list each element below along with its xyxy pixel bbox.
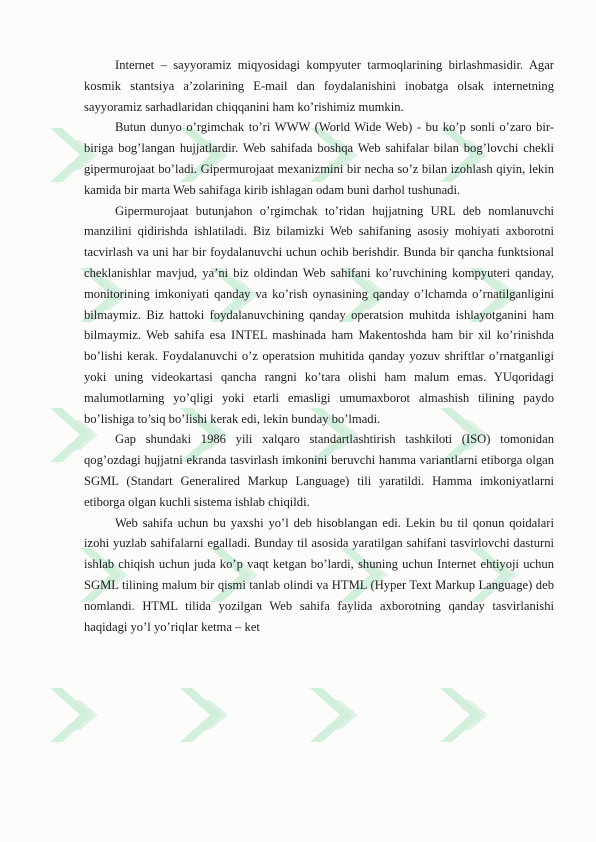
paragraph-internet: Internet – sayyoramiz miqyosidagi kompyuter tarmoqlarining birlashmasidir. Agar kosmik stantsiya a’zolarining E-mail dan foydalanishini inobatga olsak internetning sayyoramiz sarhadlaridan chiqqanini ham ko’rishimiz mumkin.	[84, 58, 554, 114]
watermark-chevron-icon	[172, 680, 242, 750]
watermark-chevron-icon	[302, 680, 372, 750]
paragraph-html: Web sahifa uchun bu yaxshi yo’l deb hisoblangan edi. Lekin bu til qonun qoidalari izohi yuzlab sahifalarni egalladi. Bunday til asosida yaratilgan sahifani tasvirlovchi dasturni ishlab chiqish uchun juda ko’p vaqt ketgan bo’lardi, shuning uchun Internet ehtiyoji uchun SGML tilining malum bir qismi tanlab olindi va HTML (Hyper Text Markup Language) deb nomlandi. HTML tilida yozilgan Web sahifa faylida axborotning qanday tasvirlanishi haqidagi yo’l yo’riqlar ketma – ket	[84, 515, 554, 634]
paragraph-www: Butun dunyo o’rgimchak to’ri WWW (World Wide Web) - bu ko’p sonli o’zaro bir-biriga bog’langan hujjatlardir. Web sahifada boshqa Web sahifalar bilan bog’lovchi chekli gipermurojaat bo’ladi. Gipermurojaat mexanizmini bir necha so’z bilan izohlash qiyin, lekin kamida bir marta Web sahifaga kirib ishlagan odam buni darhol tushunadi.	[84, 120, 554, 197]
watermark-chevron-icon	[42, 680, 112, 750]
paragraph-sgml: Gap shundaki 1986 yili xalqaro standartlashtirish tashkiloti (ISO) tomonidan qog’ozdagi hujjatni ekranda tasvirlash imkonini beruvchi hamma variantlarni etiborga olgan SGML (Standart Generalired Markup Language) tili yaratildi. Hamma imkoniyatlarni etiborga olgan kuchli sistema ishlab chiqildi.	[84, 432, 554, 509]
document-body	[84, 55, 554, 637]
paragraph-hyperlink: Gipermurojaat butunjahon o’rgimchak to’ridan hujjatning URL deb nomlanuvchi manzilini qidirishda ishlatiladi. Biz bilamizki Web sahifaning asosiy mohiyati axborotni tacvirlash va uni har bir foydalanuvchi uchun ochib berishdir. Bunda bir qancha funktsional cheklanishlar mavjud, ya’ni biz oldindan Web sahifani ko’ruvchining kompyuteri qanday, monitorining imkoniyati qanday va ko’rish oynasining qanday o’lchamda o’rnatilganligini bilmaymiz. Biz hattoki foydalanuvchining qanday operatsion muhitda ishlayotganini ham bilmaymiz. Web sahifa esa INTEL mashinada ham Makentoshda ham bir xil ko’rinishda bo’lishi kerak. Foydalanuvchi o’z operatsion muhitida qanday yozuv shriftlar o’rnatganligi yoki uning videokartasi qancha rangni ko’tara olishi ham malum emas. YUqoridagi malumotlarning yo’qligi yoki etarli emasligi umumaxborot almashish tilining paydo bo’lishiga to’siq bo’lishi kerak edi, lekin bunday bo’lmadi.	[84, 203, 554, 426]
watermark-chevron-icon	[432, 680, 502, 750]
